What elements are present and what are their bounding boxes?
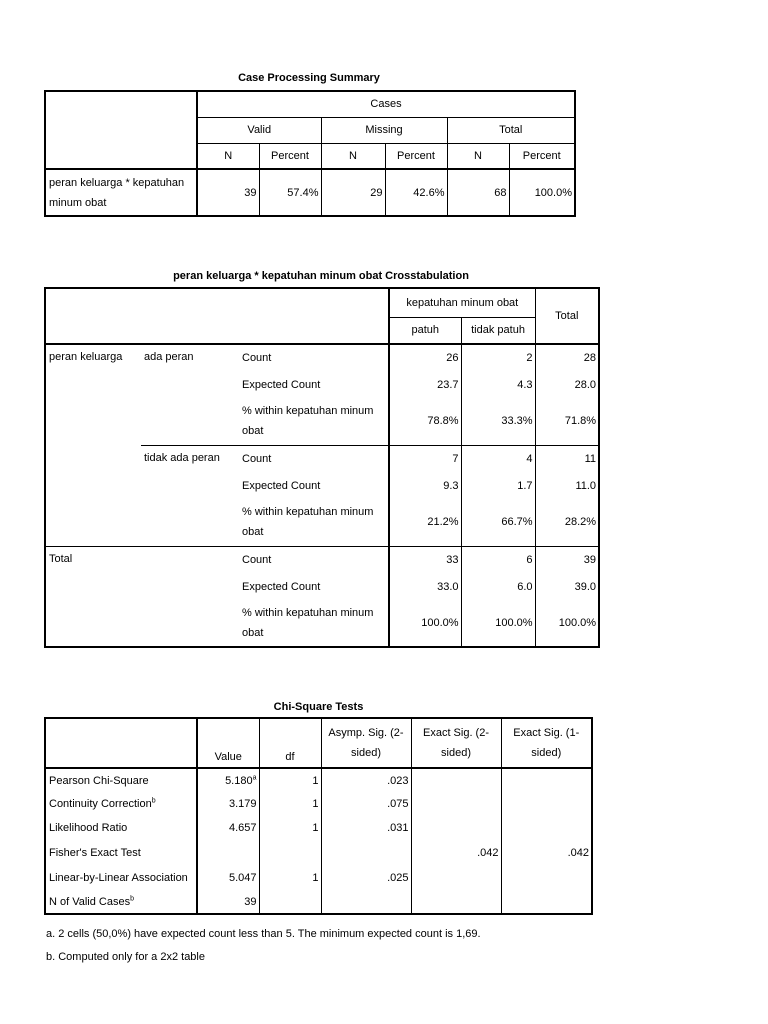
- cell-value: 66.7%: [461, 499, 535, 546]
- cell-value: 100.0%: [558, 617, 597, 629]
- missing-n: 29: [321, 169, 385, 216]
- cell-value: 4.3: [461, 371, 535, 398]
- stat-label: Count: [239, 344, 389, 371]
- test-exact1: .042: [567, 847, 589, 859]
- header-asymp-sig: Asymp. Sig. (2-sided): [321, 718, 411, 768]
- cell-value: 28.0: [574, 378, 597, 391]
- test-exact1: [501, 816, 592, 840]
- header-n: N: [197, 143, 259, 169]
- cell-value: 9.3: [389, 472, 461, 499]
- header-kepatuhan: kepatuhan minum obat: [389, 288, 535, 317]
- test-exact2: [411, 792, 501, 816]
- test-value: 4.657: [197, 816, 259, 840]
- test-label: N of Valid Cases$^b$: [45, 890, 197, 914]
- stat-label: Expected Count: [239, 472, 389, 499]
- header-missing: Missing: [321, 117, 447, 143]
- stat-label: Count: [239, 445, 389, 472]
- stat-label: % within kepatuhan minum obat: [239, 499, 389, 546]
- footnote-marker: b: [151, 797, 156, 805]
- total-n: 68: [447, 169, 509, 216]
- test-label: Pearson Chi-Square: [45, 768, 197, 792]
- test-asymp: .023: [321, 768, 411, 792]
- header-percent: Percent: [259, 143, 321, 169]
- test-df: [259, 890, 321, 914]
- cell-value: 78.8%: [389, 398, 461, 445]
- stat-label: Expected Count: [239, 573, 389, 600]
- test-asymp: .025: [321, 866, 411, 890]
- cell-value: 33.0: [389, 573, 461, 600]
- cell-value: 28.2%: [564, 516, 597, 529]
- test-asymp: .075: [321, 792, 411, 816]
- cell-value: 11: [535, 445, 599, 472]
- test-df: 1: [259, 792, 321, 816]
- test-exact2: [411, 866, 501, 890]
- test-asymp: [321, 890, 411, 914]
- test-exact2: .042: [411, 840, 501, 866]
- test-exact2: [411, 890, 501, 914]
- test-value: 5.180$^a$: [197, 768, 259, 792]
- header-value: Value: [197, 718, 259, 768]
- test-df: 1: [259, 866, 321, 890]
- header-percent: Percent: [385, 143, 447, 169]
- cell-value: 100.0%: [389, 600, 461, 647]
- total-label: Total: [45, 546, 239, 647]
- valid-percent: 57.4%: [259, 169, 321, 216]
- cell-value: 71.8%: [564, 415, 597, 428]
- header-n: N: [447, 143, 509, 169]
- chi-square-table: [44, 717, 593, 915]
- footnote-marker: a: [252, 773, 257, 781]
- cell-value: 2: [461, 344, 535, 371]
- cell-value: 33: [389, 546, 461, 573]
- header-cases: Cases: [197, 91, 575, 117]
- crosstab-table: [44, 287, 600, 648]
- corner-cell: [45, 91, 197, 169]
- cell-value: 6.0: [461, 573, 535, 600]
- footnote-marker: b: [130, 894, 135, 902]
- stat-label: % within kepatuhan minum obat: [239, 600, 389, 647]
- cell-value: 23.7: [389, 371, 461, 398]
- test-exact2: [411, 816, 501, 840]
- group-label: ada peran: [144, 351, 194, 363]
- test-exact1: [501, 866, 592, 890]
- test-asymp: .031: [321, 816, 411, 840]
- test-df: 1: [259, 768, 321, 792]
- crosstab-title: peran keluarga * kepatuhan minum obat Crosstabulation: [173, 270, 469, 282]
- case-processing-title: Case Processing Summary: [238, 72, 380, 84]
- group-label: tidak ada peran: [141, 445, 239, 546]
- test-asymp: [321, 840, 411, 866]
- row-label: peran keluarga * kepatuhan minum obat: [45, 169, 197, 216]
- stat-label: Count: [239, 546, 389, 573]
- cell-value: 4: [461, 445, 535, 472]
- test-label: Linear-by-Linear Association: [45, 866, 197, 890]
- header-df: df: [259, 718, 321, 768]
- corner-cell: [45, 288, 389, 344]
- cell-value: 28: [583, 352, 597, 364]
- cell-value: 6: [461, 546, 535, 573]
- test-value: 5.047: [197, 866, 259, 890]
- header-n: N: [321, 143, 385, 169]
- cell-value: 7: [389, 445, 461, 472]
- test-label: Continuity Correction$^b$: [45, 792, 197, 816]
- stat-label: Expected Count: [239, 371, 389, 398]
- missing-percent: 42.6%: [385, 169, 447, 216]
- cell-value: 100.0%: [461, 600, 535, 647]
- case-processing-table: [44, 90, 576, 217]
- test-label: Likelihood Ratio: [45, 816, 197, 840]
- cell-value: 39: [535, 546, 599, 573]
- footnote-a: a. 2 cells (50,0%) have expected count less than 5. The minimum expected count is 1,69.: [46, 928, 481, 940]
- test-value: 3.179: [197, 792, 259, 816]
- cell-value: 33.3%: [461, 398, 535, 445]
- test-exact1: [501, 792, 592, 816]
- cell-value: 11.0: [575, 479, 597, 492]
- test-df: 1: [259, 816, 321, 840]
- cell-value: 21.2%: [389, 499, 461, 546]
- corner-cell: [45, 718, 197, 768]
- test-df: [259, 840, 321, 866]
- test-exact1: [501, 890, 592, 914]
- header-valid: Valid: [197, 117, 321, 143]
- stat-label: % within kepatuhan minum obat: [239, 398, 389, 445]
- test-value: [197, 840, 259, 866]
- header-exact-sig-2: Exact Sig. (2-sided): [411, 718, 501, 768]
- header-percent: Percent: [509, 143, 575, 169]
- header-exact-sig-1: Exact Sig. (1-sided): [501, 718, 592, 768]
- header-patuh: patuh: [389, 317, 461, 344]
- total-percent: 100.0%: [534, 186, 572, 199]
- test-exact1: [501, 768, 592, 792]
- test-exact2: [411, 768, 501, 792]
- header-total: Total: [447, 117, 575, 143]
- valid-n: 39: [197, 169, 259, 216]
- cell-value: 26: [389, 344, 461, 371]
- test-label: Fisher's Exact Test: [45, 840, 197, 866]
- footnote-b: b. Computed only for a 2x2 table: [46, 951, 205, 963]
- cell-value: 1.7: [461, 472, 535, 499]
- cell-value: 39.0: [574, 580, 597, 593]
- row-var-label: peran keluarga: [49, 351, 123, 363]
- test-value: 39: [197, 890, 259, 914]
- header-tidak-patuh: tidak patuh: [461, 317, 535, 344]
- chi-square-title: Chi-Square Tests: [273, 701, 364, 713]
- header-total: Total: [535, 288, 599, 344]
